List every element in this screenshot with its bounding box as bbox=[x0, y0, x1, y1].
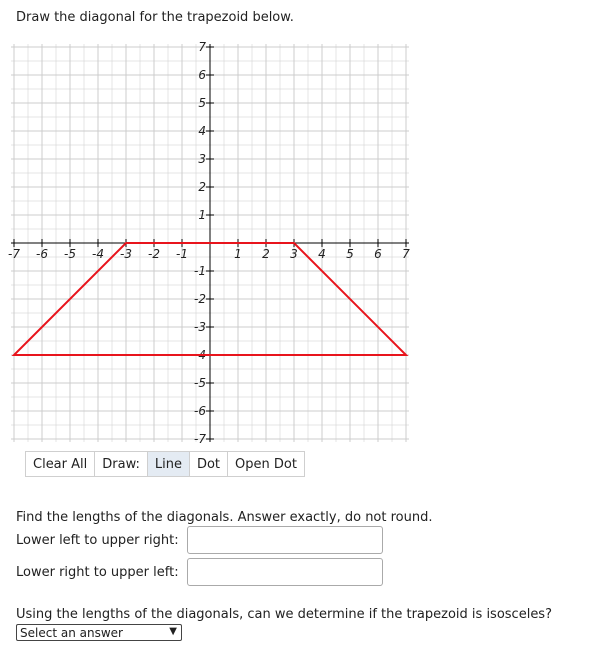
line-tool-button[interactable]: Line bbox=[148, 452, 190, 476]
y-tick-label: -3 bbox=[194, 320, 206, 334]
dot-tool-button[interactable]: Dot bbox=[190, 452, 228, 476]
x-tick-label: -2 bbox=[148, 247, 160, 261]
question-prompt: Draw the diagonal for the trapezoid below. bbox=[16, 10, 294, 25]
y-tick-label: 4 bbox=[198, 124, 206, 138]
y-tick-label: 5 bbox=[198, 96, 206, 110]
x-tick-label: 1 bbox=[234, 247, 242, 261]
answer-select-value: Select an answer bbox=[20, 625, 123, 640]
x-tick-label: -1 bbox=[176, 247, 188, 261]
lower-left-label: Lower left to upper right: bbox=[16, 533, 179, 548]
y-tick-label: 2 bbox=[198, 180, 206, 194]
x-tick-label: 2 bbox=[262, 247, 270, 261]
y-tick-label: -1 bbox=[194, 264, 206, 278]
answer-select[interactable] bbox=[16, 624, 182, 641]
x-tick-label: -3 bbox=[120, 247, 132, 261]
lower-right-label: Lower right to upper left: bbox=[16, 565, 179, 580]
y-tick-label: -5 bbox=[194, 376, 206, 390]
y-tick-label: -2 bbox=[194, 292, 206, 306]
y-tick-label: 7 bbox=[198, 40, 206, 54]
y-tick-label: 6 bbox=[198, 68, 206, 82]
draw-label: Draw: bbox=[95, 452, 148, 476]
y-tick-label: -4 bbox=[194, 348, 206, 362]
x-tick-label: -6 bbox=[36, 247, 48, 261]
chevron-down-icon: ▼ bbox=[169, 626, 177, 637]
x-tick-label: 5 bbox=[346, 247, 354, 261]
graph-toolbar bbox=[25, 451, 305, 477]
isosceles-question-text: Using the lengths of the diagonals, can we determine if the trapezoid is isosceles? bbox=[16, 607, 552, 622]
find-lengths-text: Find the lengths of the diagonals. Answer exactly, do not round. bbox=[16, 510, 433, 525]
y-tick-label: 1 bbox=[198, 208, 206, 222]
x-tick-label: -7 bbox=[8, 247, 20, 261]
x-tick-label: -5 bbox=[64, 247, 76, 261]
y-tick-label: -7 bbox=[194, 432, 206, 446]
x-tick-label: 3 bbox=[290, 247, 298, 261]
lower-right-answer-input[interactable] bbox=[187, 558, 383, 586]
coordinate-graph[interactable] bbox=[8, 40, 420, 450]
y-tick-label: 3 bbox=[198, 152, 206, 166]
x-tick-label: -4 bbox=[92, 247, 104, 261]
open-dot-tool-button[interactable]: Open Dot bbox=[228, 452, 304, 476]
x-tick-label: 7 bbox=[402, 247, 410, 261]
x-tick-label: 6 bbox=[374, 247, 382, 261]
clear-all-button[interactable]: Clear All bbox=[26, 452, 95, 476]
lower-left-answer-input[interactable] bbox=[187, 526, 383, 554]
y-tick-label: -6 bbox=[194, 404, 206, 418]
x-tick-label: 4 bbox=[318, 247, 326, 261]
